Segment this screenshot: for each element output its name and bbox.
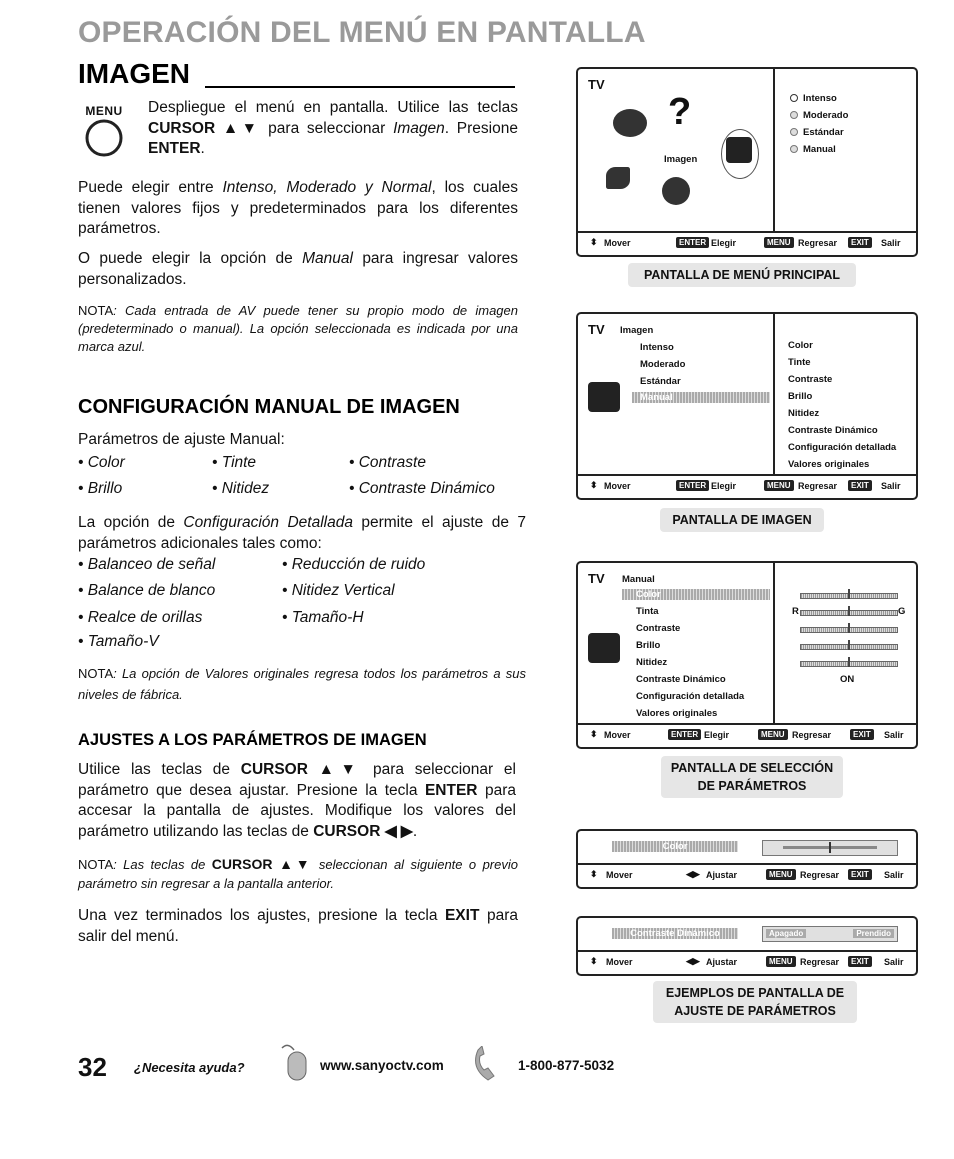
main-menu-screen xyxy=(576,67,918,257)
g-label: G xyxy=(898,606,906,617)
intro-paragraph-2: Puede elegir entre Intenso, Moderado y Normal, los cuales tienen valores fijos y predeterminados para los diferentes parámetros. xyxy=(78,179,518,237)
divider xyxy=(773,314,775,474)
updown-icon: ⬍ xyxy=(590,869,598,879)
menu-item-selected[interactable]: Manual xyxy=(632,392,770,403)
menu-item[interactable]: Valores originales xyxy=(636,708,718,719)
adjust-dynamic-screen xyxy=(576,916,918,976)
menu-item-selected[interactable]: Color xyxy=(622,589,770,600)
help-text: ¿Necesita ayuda? xyxy=(134,1060,245,1075)
option-manual[interactable]: Manual xyxy=(790,144,848,161)
updown-icon: ⬍ xyxy=(590,956,598,966)
param-label: Tinte xyxy=(788,357,811,368)
updown-icon: ⬍ xyxy=(590,729,598,739)
menu-item[interactable]: Intenso xyxy=(640,342,674,353)
salir-label: Salir xyxy=(884,957,904,967)
menu-item[interactable]: Contraste Dinámico xyxy=(636,674,726,685)
menu-key: MENU xyxy=(764,237,794,248)
extra-item: • Tamaño-H xyxy=(282,609,364,626)
note-2: NOTA: La opción de Valores originales regresa todos los parámetros a sus niveles de fábrica. xyxy=(78,666,526,702)
imagen-screen xyxy=(576,312,918,500)
mover-label: Mover xyxy=(606,870,633,880)
note-1: NOTA: Cada entrada de AV puede tener su propio modo de imagen (predeterminado o manual). La opción seleccionada es indicada por una marca azul. xyxy=(78,303,518,354)
param-label: Contraste xyxy=(788,374,833,385)
menu-item[interactable]: Estándar xyxy=(640,376,681,387)
menu-title: Manual xyxy=(622,574,655,585)
exit-key: EXIT xyxy=(848,237,872,248)
regresar-label: Regresar xyxy=(800,957,840,967)
detail-paragraph: La opción de Configuración Detallada permite el ajuste de 7 parámetros adicionales tales como: xyxy=(78,514,526,552)
salir-label: Salir xyxy=(884,730,904,740)
param-label: Configuración detallada xyxy=(788,442,897,453)
tools-icon xyxy=(613,109,647,137)
caption-examples: EJEMPLOS DE PANTALLA DE AJUSTE DE PARÁMETROS xyxy=(653,981,857,1023)
screen-footer xyxy=(578,231,916,255)
screen-footer xyxy=(578,474,916,498)
speaker-icon xyxy=(662,177,690,205)
param-item: • Nitidez xyxy=(212,480,270,497)
elegir-label: Elegir xyxy=(704,730,730,740)
enter-key: ENTER xyxy=(668,729,701,740)
extra-item: • Nitidez Vertical xyxy=(282,582,395,599)
r-label: R xyxy=(792,606,799,617)
param-item: • Brillo xyxy=(78,480,123,497)
intro-paragraph-1: Despliegue el menú en pantalla. Utilice las teclas CURSOR ▲▼ para seleccionar Imagen. Presione ENTER. xyxy=(148,99,518,157)
menu-key: MENU xyxy=(766,956,796,967)
caption-main-menu: PANTALLA DE MENÚ PRINCIPAL xyxy=(628,263,856,287)
manual-config-heading: CONFIGURACIÓN MANUAL DE IMAGEN xyxy=(78,396,460,418)
slider-knob xyxy=(848,623,850,633)
picture-icon xyxy=(726,137,752,163)
regresar-label: Regresar xyxy=(798,481,838,491)
slider-knob xyxy=(848,640,850,650)
phone-number: 1-800-877-5032 xyxy=(518,1058,615,1073)
menu-item[interactable]: Brillo xyxy=(636,640,661,651)
slider-knob xyxy=(848,657,850,667)
mover-label: Mover xyxy=(606,957,633,967)
title-underline xyxy=(205,86,515,88)
menu-key: MENU xyxy=(766,869,796,880)
adjust-slider[interactable] xyxy=(762,840,898,856)
param-item: • Contraste xyxy=(349,454,426,471)
menu-title: Imagen xyxy=(620,325,654,336)
option-estandar[interactable]: Estándar xyxy=(790,127,848,144)
extra-item: • Balanceo de señal xyxy=(78,556,216,573)
leftright-icon: ◀▶ xyxy=(686,956,700,966)
screen-footer xyxy=(578,723,916,747)
satellite-icon xyxy=(606,167,630,189)
radio-icon xyxy=(790,145,798,153)
radio-icon xyxy=(790,111,798,119)
radio-icon xyxy=(790,128,798,136)
exit-key: EXIT xyxy=(848,869,872,880)
param-label: Brillo xyxy=(788,391,813,402)
options-list xyxy=(790,93,848,161)
option-moderado[interactable]: Moderado xyxy=(790,110,848,127)
slider-knob xyxy=(848,606,850,616)
intro-paragraph-3: O puede elegir la opción de Manual para ingresar valores personalizados. xyxy=(78,250,518,288)
enter-key: ENTER xyxy=(676,237,709,248)
divider xyxy=(773,69,775,231)
caption-param-select: PANTALLA DE SELECCIÓN DE PARÁMETROS xyxy=(661,756,843,798)
adjust-heading: AJUSTES A LOS PARÁMETROS DE IMAGEN xyxy=(78,731,427,749)
question-icon: ? xyxy=(668,91,692,133)
screen-footer xyxy=(578,950,916,974)
extra-item: • Balance de blanco xyxy=(78,582,216,599)
page-number: 32 xyxy=(78,1052,107,1082)
regresar-label: Regresar xyxy=(800,870,840,880)
updown-icon: ⬍ xyxy=(590,237,598,247)
adjust-toggle[interactable] xyxy=(762,926,898,942)
screen-footer xyxy=(578,863,916,887)
note-3: NOTA: Las teclas de CURSOR ▲▼ seleccionan al siguiente o previo parámetro sin regresar a la pantalla anterior. xyxy=(78,856,518,891)
elegir-label: Elegir xyxy=(711,238,737,248)
param-select-screen xyxy=(576,561,918,749)
ajustar-label: Ajustar xyxy=(706,957,738,967)
enter-key: ENTER xyxy=(676,480,709,491)
extra-item: • Realce de orillas xyxy=(78,609,203,626)
menu-item[interactable]: Tinta xyxy=(636,606,659,617)
mover-label: Mover xyxy=(604,730,631,740)
regresar-label: Regresar xyxy=(798,238,838,248)
salir-label: Salir xyxy=(881,481,901,491)
on-label: ON xyxy=(840,674,855,685)
menu-key: MENU xyxy=(764,480,794,491)
params-label: Parámetros de ajuste Manual: xyxy=(78,431,285,448)
regresar-label: Regresar xyxy=(792,730,832,740)
param-item: • Contraste Dinámico xyxy=(349,480,495,497)
menu-icon-label: MENU xyxy=(85,104,123,118)
extra-item: • Tamaño-V xyxy=(78,633,159,650)
menu-item[interactable]: Nitidez xyxy=(636,657,668,668)
radio-icon xyxy=(790,94,798,102)
value-on: Prendido xyxy=(853,929,894,938)
param-label: Contraste Dinámico xyxy=(788,425,878,436)
menu-item[interactable]: Configuración detallada xyxy=(636,691,745,702)
phone-icon xyxy=(472,1046,512,1086)
caption-imagen: PANTALLA DE IMAGEN xyxy=(660,508,824,532)
adjust-paragraph: Utilice las teclas de CURSOR ▲▼ para seleccionar el parámetro que desea ajustar. Presione la tecla ENTER para accesar la pantalla de ajustes. Modifique los valores del parámetro utilizando las teclas de CURSOR ◀ ▶. xyxy=(78,761,516,840)
param-label: Color xyxy=(788,340,813,351)
picture-icon xyxy=(588,382,620,412)
mouse-icon xyxy=(278,1042,308,1082)
page-title: IMAGEN xyxy=(78,58,190,89)
adjust-color-screen xyxy=(576,829,918,889)
picture-icon xyxy=(588,633,620,663)
mover-label: Mover xyxy=(604,238,631,248)
exit-key: EXIT xyxy=(850,729,874,740)
tv-label: TV xyxy=(588,77,605,92)
round-button-icon xyxy=(80,118,128,158)
tv-label: TV xyxy=(588,322,605,337)
exit-key: EXIT xyxy=(848,480,872,491)
menu-item[interactable]: Contraste xyxy=(636,623,681,634)
menu-item[interactable]: Moderado xyxy=(640,359,686,370)
param-name: Color xyxy=(612,841,738,852)
elegir-label: Elegir xyxy=(711,481,737,491)
ajustar-label: Ajustar xyxy=(706,870,738,880)
slider-knob xyxy=(848,589,850,599)
updown-icon: ⬍ xyxy=(590,480,598,490)
tv-label: TV xyxy=(588,571,605,586)
menu-button-icon xyxy=(80,104,128,160)
param-label: Nitidez xyxy=(788,408,820,419)
value-off: Apagado xyxy=(766,929,806,938)
param-item: • Color xyxy=(78,454,125,471)
salir-label: Salir xyxy=(881,238,901,248)
param-name: Contraste Dinámico xyxy=(612,928,738,939)
exit-key: EXIT xyxy=(848,956,872,967)
website-link[interactable]: www.sanyoctv.com xyxy=(320,1058,444,1073)
salir-label: Salir xyxy=(884,870,904,880)
imagen-label: Imagen xyxy=(664,154,698,165)
mover-label: Mover xyxy=(604,481,631,491)
menu-key: MENU xyxy=(758,729,788,740)
extra-item: • Reducción de ruido xyxy=(282,556,426,573)
divider xyxy=(773,563,775,723)
param-item: • Tinte xyxy=(212,454,257,471)
option-intenso[interactable]: Intenso xyxy=(790,93,848,110)
exit-paragraph: Una vez terminados los ajustes, presione la tecla EXIT para salir del menú. xyxy=(78,907,518,945)
section-title: OPERACIÓN DEL MENÚ EN PANTALLA xyxy=(78,16,646,49)
leftright-icon: ◀▶ xyxy=(686,869,700,879)
param-label: Valores originales xyxy=(788,459,870,470)
